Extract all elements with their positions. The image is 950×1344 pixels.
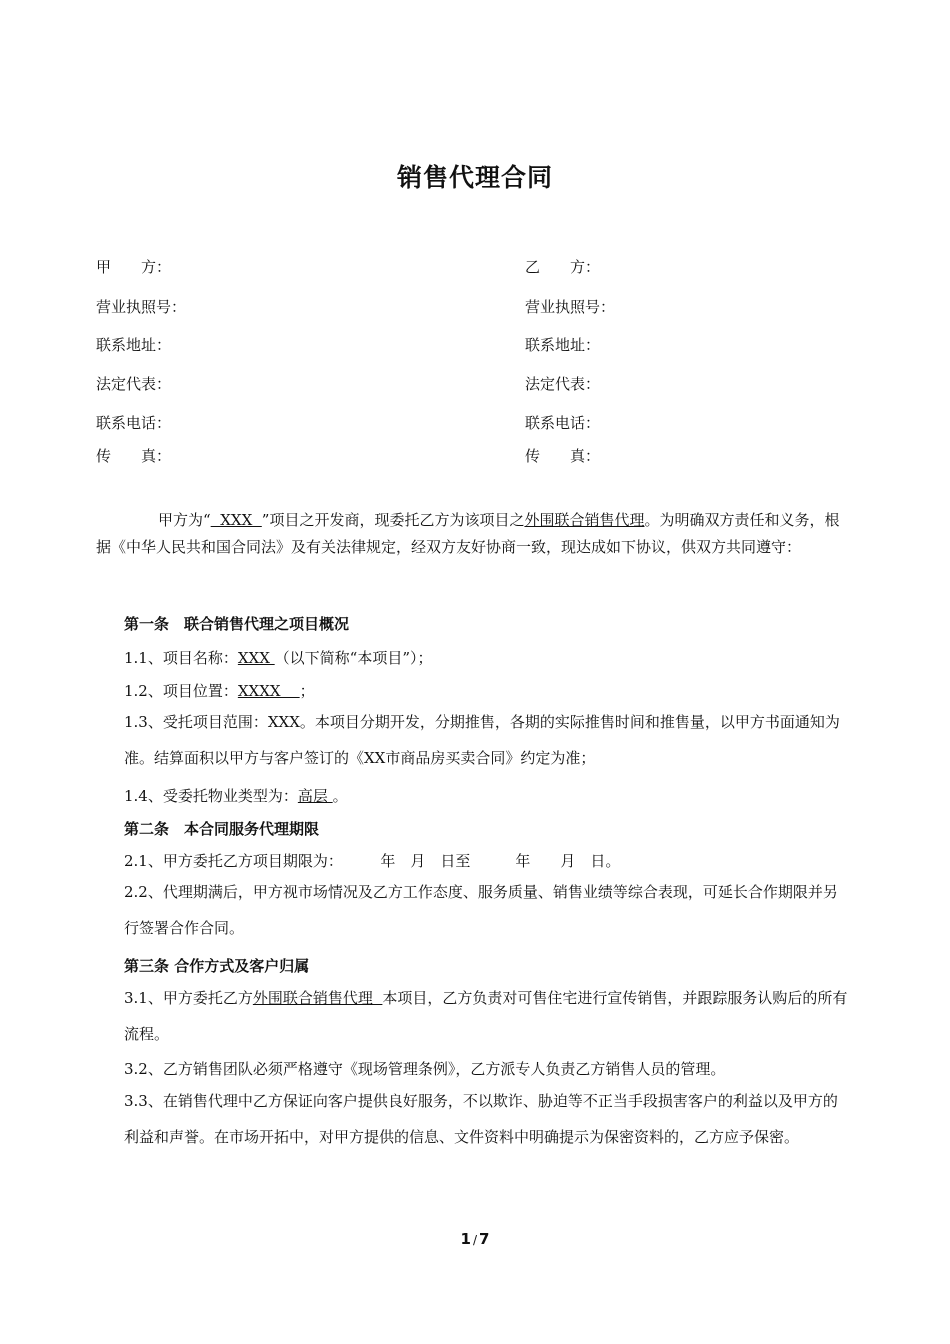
page-current: 1 [460, 1230, 471, 1248]
item-1-2-suffix: ； [299, 682, 315, 700]
party-b-license-label: 营业执照号： [525, 298, 616, 316]
article-3-heading: 第三条 合作方式及客户归属 [124, 957, 310, 975]
page-total: 7 [479, 1230, 490, 1248]
article-2-item-1: 2.1、甲方委托乙方项目期限为： 年 月 日至 年 月 日。 [124, 852, 621, 870]
article-1-heading: 第一条 联合销售代理之项目概况 [124, 615, 350, 633]
party-a-address-label: 联系地址： [96, 336, 172, 354]
intro-agency-type: 外围联合销售代理 [524, 511, 645, 529]
party-a-phone-label: 联系电话： [96, 414, 172, 432]
item-3-1-value: 外围联合销售代理 [252, 989, 383, 1007]
item-1-1-label: 1.1、项目名称： [124, 649, 238, 667]
article-1-item-2 [124, 680, 315, 701]
article-3-item-2: 3.2、乙方销售团队必须严格遵守《现场管理条例》，乙方派专人负责乙方销售人员的管理。 [124, 1060, 726, 1078]
intro-text-1: 甲方为“ [158, 511, 211, 529]
article-1-item-3: 1.3、受托项目范围：XXX。本项目分期开发，分期推售，各期的实际推售时间和推售量，以甲方书面通知为准。结算面积以甲方与客户签订的《XX市商品房买卖合同》约定为准； [124, 713, 840, 767]
document-title: 销售代理合同 [396, 163, 553, 192]
party-b-rep-label: 法定代表： [525, 375, 601, 393]
article-2-item-2: 2.2、代理期满后，甲方视市场情况及乙方工作态度、服务质量、销售业绩等综合表现，可延长合作期限并另行签署合作合同。 [124, 883, 838, 937]
item-1-4-label: 1.4、受委托物业类型为： [124, 787, 298, 805]
intro-project-name: XXX [210, 511, 262, 529]
intro-text-2: ”项目之开发商，现委托乙方为该项目之 [261, 511, 525, 529]
item-3-1-label: 3.1、甲方委托乙方 [124, 989, 253, 1007]
item-1-2-label: 1.2、项目位置： [124, 682, 238, 700]
party-b-phone-label: 联系电话： [525, 414, 601, 432]
party-a-rep-label: 法定代表： [96, 375, 172, 393]
party-a-license-label: 营业执照号： [96, 298, 187, 316]
party-a-name-label: 甲 方： [96, 258, 172, 276]
article-3-item-1 [124, 980, 850, 1052]
article-3-item-3: 3.3、在销售代理中乙方保证向客户提供良好服务，不以欺诈、胁迫等不正当手段损害客户的利益以及甲方的利益和声誉。在市场开拓中，对甲方提供的信息、文件资料中明确提示为保密资料的，乙方应予保密。 [124, 1092, 838, 1146]
item-1-1-suffix: （以下简称“本项目”）； [274, 649, 433, 667]
page-number [0, 1230, 950, 1248]
item-1-4-suffix: 。 [332, 787, 348, 805]
item-3-1-text: 本项目，乙方负责对可售住宅进行宣传销售，并跟踪服务认购后的所有流程。 [124, 989, 848, 1043]
article-2-heading: 第二条 本合同服务代理期限 [124, 820, 320, 838]
intro-text-3: 。为明确双方责任和义务，根据《中华人民共和国合同法》及有关法律规定，经双方友好协商一致，现达成如下协议，供双方共同遵守： [96, 511, 840, 556]
item-1-4-value: 高层 [297, 787, 333, 805]
party-b-name-label: 乙 方： [525, 258, 601, 276]
page-separator: / [472, 1233, 478, 1247]
party-a-fax-label: 传 真： [96, 447, 172, 465]
article-1-item-1 [124, 647, 433, 668]
item-1-2-value: XXXX [237, 682, 300, 700]
item-1-1-value: XXX [237, 649, 275, 667]
article-1-item-4 [124, 785, 348, 806]
intro-paragraph [96, 507, 850, 561]
party-b-address-label: 联系地址： [525, 336, 601, 354]
party-b-fax-label: 传 真： [525, 447, 601, 465]
